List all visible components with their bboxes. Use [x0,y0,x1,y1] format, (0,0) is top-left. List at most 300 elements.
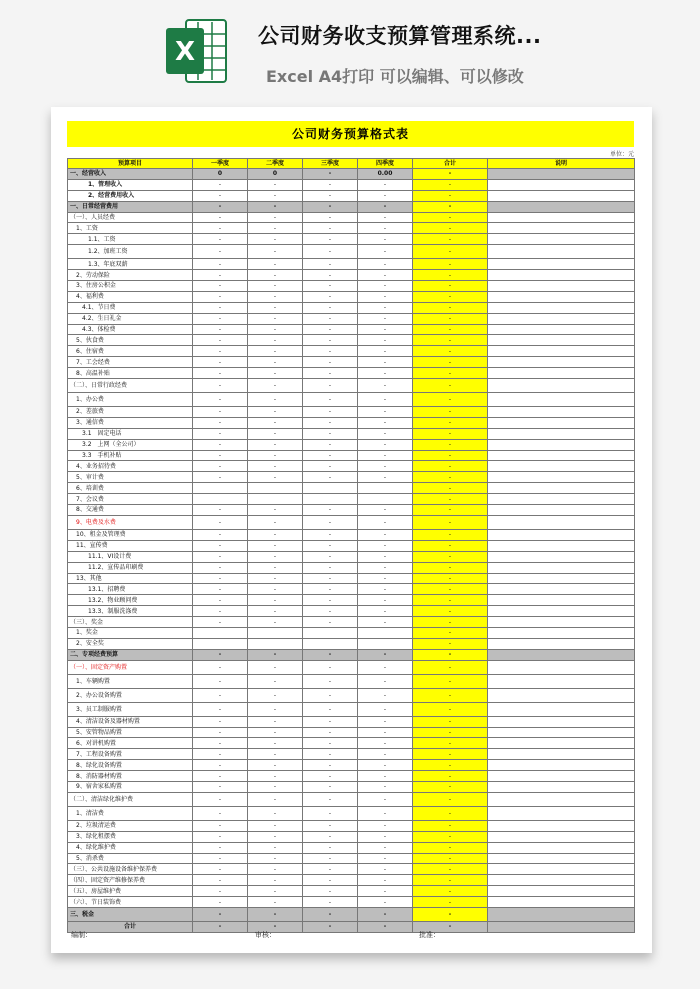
cell-q4: - [358,716,413,727]
column-header: 二季度 [248,159,303,169]
cell-q4: - [358,864,413,875]
cell-q1: - [193,302,248,313]
cell-q3: - [303,472,358,483]
cell-q2: - [248,324,303,335]
cell-note [488,302,635,313]
cell-note [488,792,635,806]
cell-q4: - [358,245,413,259]
cell-q3: - [303,417,358,428]
cell-q4: - [358,760,413,771]
cell-total: - [413,179,488,190]
table-row [68,716,635,727]
table-row [68,461,635,472]
table-row [68,472,635,483]
row-label: 3.1 固定电话 [68,428,193,439]
cell-q1: - [193,907,248,921]
row-label: 2、劳动保险 [68,270,193,281]
row-label: 3、住房公积金 [68,281,193,292]
cell-q1 [193,627,248,638]
cell-q2: - [248,472,303,483]
cell-q1: - [193,357,248,368]
table-row [68,660,635,674]
row-label: 3、绿化租摆费 [68,831,193,842]
row-label: 1.3、年底双薪 [68,259,193,270]
cell-q2: - [248,529,303,540]
table-row [68,212,635,223]
cell-total: - [413,540,488,551]
cell-note [488,688,635,702]
cell-q1: - [193,515,248,529]
cell-q3: - [303,368,358,379]
table-row [68,875,635,886]
cell-q3: - [303,529,358,540]
cell-total: - [413,921,488,932]
row-label: （二）、日常行政经费 [68,379,193,393]
cell-q4: - [358,212,413,223]
table-row [68,584,635,595]
cell-q2: - [248,291,303,302]
cell-q4: - [358,875,413,886]
cell-q4: - [358,907,413,921]
row-label: 10、租金及管理费 [68,529,193,540]
table-row [68,738,635,749]
excel-icon [164,16,230,86]
cell-q4: - [358,505,413,516]
cell-q3: - [303,346,358,357]
cell-q3: - [303,921,358,932]
cell-total: - [413,190,488,201]
cell-q1: - [193,179,248,190]
cell-q4: - [358,190,413,201]
cell-q4: - [358,346,413,357]
cell-q4: - [358,417,413,428]
row-label: 合计 [68,921,193,932]
cell-q2: - [248,393,303,407]
cell-q1: - [193,291,248,302]
row-label: 一、经营收入 [68,169,193,180]
cell-q1: - [193,820,248,831]
cell-total: - [413,270,488,281]
cell-total: - [413,450,488,461]
cell-q1: - [193,505,248,516]
cell-total: - [413,472,488,483]
cell-total: - [413,627,488,638]
cell-q3: - [303,562,358,573]
cell-total: - [413,357,488,368]
row-label: 3、员工制服购置 [68,702,193,716]
row-label: 8、交通费 [68,505,193,516]
cell-q2: - [248,223,303,234]
row-label: 8、高温补贴 [68,368,193,379]
cell-q4: - [358,379,413,393]
document-preview [51,107,652,953]
cell-q2: - [248,245,303,259]
table-row [68,335,635,346]
cell-q2: - [248,617,303,628]
cell-note [488,760,635,771]
row-label: 1、车辆购置 [68,674,193,688]
row-label: （三）、公共设施设备维护保养费 [68,864,193,875]
cell-q3: - [303,302,358,313]
cell-q3: - [303,688,358,702]
cell-note [488,483,635,494]
table-row [68,864,635,875]
cell-q1: - [193,379,248,393]
cell-q1: - [193,897,248,908]
cell-q3: - [303,617,358,628]
page-title: 公司财务收支预算管理系统... [258,24,542,48]
cell-total: - [413,716,488,727]
cell-q3: - [303,291,358,302]
cell-total: - [413,379,488,393]
table-body [68,169,635,933]
table-row [68,540,635,551]
cell-total: - [413,324,488,335]
cell-q4: - [358,291,413,302]
cell-q1: - [193,234,248,245]
cell-q3: - [303,393,358,407]
cell-q4 [358,483,413,494]
cell-q3: - [303,820,358,831]
cell-q4: - [358,886,413,897]
cell-note [488,702,635,716]
cell-note [488,738,635,749]
row-label: （三）、奖金 [68,617,193,628]
cell-total: - [413,201,488,212]
table-row [68,806,635,820]
cell-q2 [248,638,303,649]
cell-q4: - [358,302,413,313]
cell-q2: - [248,450,303,461]
cell-note [488,781,635,792]
cell-q4 [358,627,413,638]
cell-total: - [413,417,488,428]
table-row [68,234,635,245]
cell-note [488,853,635,864]
cell-note [488,439,635,450]
row-label: 2、经营费用收入 [68,190,193,201]
cell-q2: - [248,461,303,472]
row-label: （一）、人员经费 [68,212,193,223]
cell-q3: - [303,606,358,617]
cell-q2: - [248,346,303,357]
table-row [68,259,635,270]
cell-note [488,169,635,180]
cell-q2: - [248,897,303,908]
cell-q3: - [303,428,358,439]
table-row [68,562,635,573]
cell-note [488,806,635,820]
cell-q4: - [358,223,413,234]
cell-total: - [413,702,488,716]
cell-q1: - [193,617,248,628]
cell-total: - [413,864,488,875]
table-row [68,606,635,617]
cell-q3: - [303,324,358,335]
cell-q2: - [248,407,303,418]
cell-q2: - [248,760,303,771]
cell-q2 [248,627,303,638]
table-row [68,270,635,281]
cell-note [488,179,635,190]
cell-total: - [413,368,488,379]
row-label: 4、清洁设备及器材购置 [68,716,193,727]
cell-q4: - [358,649,413,660]
cell-note [488,562,635,573]
cell-q1: - [193,259,248,270]
column-header: 一季度 [193,159,248,169]
cell-total: - [413,649,488,660]
cell-q4: - [358,660,413,674]
table-row [68,450,635,461]
cell-q1: - [193,727,248,738]
cell-note [488,357,635,368]
cell-note [488,223,635,234]
cell-q1: - [193,551,248,562]
row-label: 三、税金 [68,907,193,921]
cell-q4: - [358,606,413,617]
reviewed-by-label: 审核： [255,931,276,939]
cell-note [488,505,635,516]
table-row [68,907,635,921]
row-label: 11.1、VI设计费 [68,551,193,562]
cell-q4: - [358,617,413,628]
cell-q4: - [358,897,413,908]
cell-q1: - [193,573,248,584]
table-row [68,781,635,792]
cell-q2: - [248,595,303,606]
cell-q4: - [358,515,413,529]
cell-total: - [413,853,488,864]
cell-q2: - [248,907,303,921]
table-row [68,886,635,897]
unit-label: 单位：元 [609,151,634,158]
table-row [68,674,635,688]
cell-q2: - [248,749,303,760]
cell-q3: - [303,540,358,551]
table-row [68,529,635,540]
cell-q4: 0.00 [358,169,413,180]
cell-q4: - [358,450,413,461]
cell-q1 [193,494,248,505]
column-header: 合计 [413,159,488,169]
cell-q4: - [358,806,413,820]
table-row [68,346,635,357]
cell-q3: - [303,649,358,660]
cell-q1: - [193,407,248,418]
cell-q4: - [358,688,413,702]
cell-total: - [413,245,488,259]
column-header: 三季度 [303,159,358,169]
row-label: （五）、房屋维护费 [68,886,193,897]
cell-total: - [413,617,488,628]
row-label: 二、专项经费预算 [68,649,193,660]
table-row [68,792,635,806]
cell-note [488,417,635,428]
cell-q3 [303,638,358,649]
cell-q4: - [358,738,413,749]
cell-q1: - [193,201,248,212]
row-label: （一）、固定资产购置 [68,660,193,674]
row-label: 一、日常经营费用 [68,201,193,212]
row-label: 11、宣传费 [68,540,193,551]
cell-q1: - [193,831,248,842]
cell-note [488,461,635,472]
cell-q4: - [358,831,413,842]
row-label: 6、住宿费 [68,346,193,357]
row-label: 2、办公设备购置 [68,688,193,702]
cell-q1: - [193,439,248,450]
row-label: 7、工程设备购置 [68,749,193,760]
cell-total: - [413,842,488,853]
cell-q4: - [358,842,413,853]
cell-q1: - [193,245,248,259]
cell-q3: - [303,223,358,234]
cell-q4 [358,494,413,505]
cell-total: - [413,461,488,472]
cell-q3: - [303,234,358,245]
cell-note [488,346,635,357]
row-label: 2、垃圾清运费 [68,820,193,831]
cell-q1 [193,483,248,494]
table-row [68,223,635,234]
cell-q3: - [303,270,358,281]
cell-note [488,335,635,346]
table-row [68,379,635,393]
cell-total: - [413,335,488,346]
cell-total: - [413,749,488,760]
cell-q3: - [303,515,358,529]
cell-note [488,649,635,660]
cell-total: - [413,738,488,749]
cell-q4: - [358,234,413,245]
cell-q1: 0 [193,169,248,180]
row-label: 8、绿化设备购置 [68,760,193,771]
row-label: （六）、节日装饰费 [68,897,193,908]
row-label: 7、会议费 [68,494,193,505]
cell-q1: - [193,921,248,932]
cell-q2: - [248,540,303,551]
cell-q1: - [193,853,248,864]
cell-total: - [413,428,488,439]
cell-q2: - [248,234,303,245]
table-row [68,771,635,782]
row-label: （四）、固定资产维修保养费 [68,875,193,886]
cell-q3: - [303,379,358,393]
cell-note [488,494,635,505]
table-row [68,551,635,562]
cell-q2: - [248,551,303,562]
cell-q1: - [193,806,248,820]
table-row [68,281,635,292]
cell-q1: - [193,760,248,771]
cell-q4: - [358,781,413,792]
cell-q3: - [303,551,358,562]
cell-note [488,627,635,638]
cell-total: - [413,407,488,418]
row-label: 4.3、体检费 [68,324,193,335]
cell-q3: - [303,313,358,324]
cell-total: - [413,313,488,324]
cell-q1: - [193,702,248,716]
cell-q2: - [248,820,303,831]
cell-total: - [413,393,488,407]
table-row [68,627,635,638]
cell-q1: - [193,346,248,357]
cell-q2: - [248,439,303,450]
cell-q2: - [248,515,303,529]
cell-q1: - [193,540,248,551]
cell-note [488,201,635,212]
cell-q3: - [303,727,358,738]
cell-q1: - [193,393,248,407]
cell-note [488,540,635,551]
cell-q1: - [193,190,248,201]
table-row [68,302,635,313]
cell-total: - [413,505,488,516]
cell-q2: - [248,831,303,842]
table-row [68,702,635,716]
cell-note [488,379,635,393]
cell-q3: - [303,792,358,806]
cell-note [488,450,635,461]
cell-q1: - [193,875,248,886]
cell-q4: - [358,702,413,716]
cell-q2: - [248,606,303,617]
cell-note [488,190,635,201]
cell-q3: - [303,897,358,908]
cell-note [488,551,635,562]
cell-q1: - [193,716,248,727]
cell-q1: - [193,313,248,324]
cell-note [488,595,635,606]
table-row [68,291,635,302]
cell-q2: - [248,335,303,346]
cell-q3: - [303,281,358,292]
table-row [68,313,635,324]
table-row [68,483,635,494]
cell-total: - [413,606,488,617]
cell-q3: - [303,853,358,864]
cell-note [488,393,635,407]
table-row [68,617,635,628]
cell-note [488,606,635,617]
cell-total: - [413,875,488,886]
cell-q2: - [248,875,303,886]
table-row [68,190,635,201]
cell-q2: - [248,270,303,281]
cell-q4: - [358,595,413,606]
cell-total: - [413,494,488,505]
cell-q3: - [303,674,358,688]
table-row [68,417,635,428]
cell-q2: - [248,302,303,313]
cell-note [488,749,635,760]
svg-text:X: X [174,37,196,67]
cell-q2: - [248,281,303,292]
row-label: 13.2、物业顾问费 [68,595,193,606]
cell-q4: - [358,562,413,573]
cell-note [488,638,635,649]
cell-q4: - [358,674,413,688]
cell-q4: - [358,472,413,483]
cell-q4: - [358,529,413,540]
cell-q1: - [193,472,248,483]
cell-q1: - [193,738,248,749]
cell-total: - [413,169,488,180]
cell-q3: - [303,702,358,716]
cell-q2: - [248,259,303,270]
